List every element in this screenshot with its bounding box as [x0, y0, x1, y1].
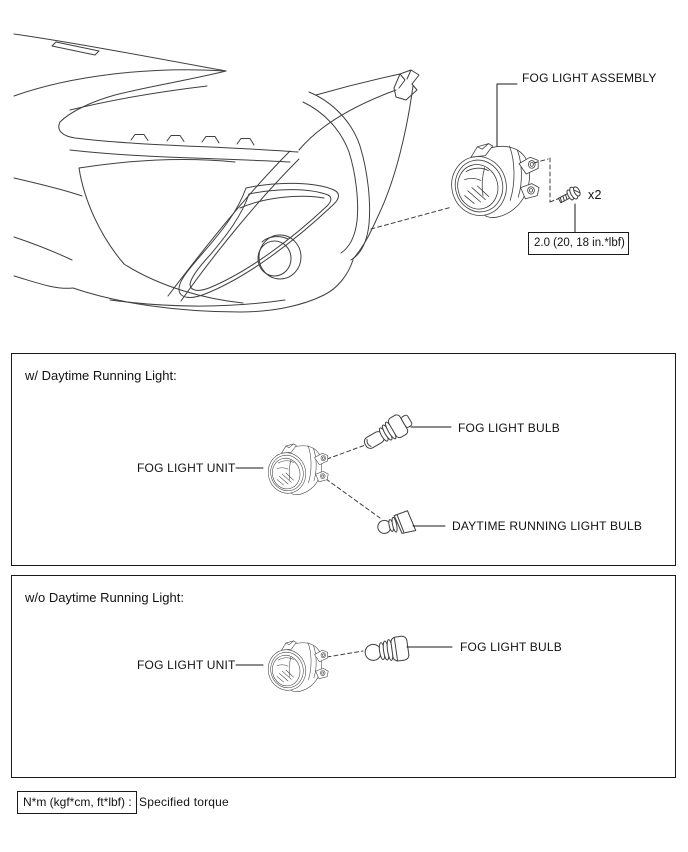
torque-legend-description: Specified torque [139, 795, 229, 809]
section-title-without-drl: w/o Daytime Running Light: [25, 590, 184, 605]
drl-bulb-label: DAYTIME RUNNING LIGHT BULB [452, 519, 643, 533]
fog-light-assembly-drawing [445, 144, 539, 222]
mounting-bolt-drawing [557, 184, 583, 206]
fog-light-unit-label-1: FOG LIGHT UNIT [137, 461, 236, 475]
torque-legend-box: N*m (kgf*cm, ft*lbf) : [17, 791, 137, 814]
bolt-count-label: x2 [588, 188, 602, 202]
assembly-leader-line [497, 84, 517, 146]
axis-dashed-line [371, 207, 452, 229]
section-box-with-drl [11, 353, 676, 566]
fog-light-unit-label-2: FOG LIGHT UNIT [137, 658, 236, 672]
fog-light-assembly-label: FOG LIGHT ASSEMBLY [522, 71, 657, 85]
fog-light-bulb-label-1: FOG LIGHT BULB [458, 421, 560, 435]
car-bumper-drawing [14, 34, 419, 312]
fog-light-bulb-label-2: FOG LIGHT BULB [460, 640, 562, 654]
section-title-with-drl: w/ Daytime Running Light: [25, 368, 177, 383]
section-box-without-drl [11, 575, 676, 778]
torque-spec-box: 2.0 (20, 18 in.*lbf) [528, 232, 629, 255]
